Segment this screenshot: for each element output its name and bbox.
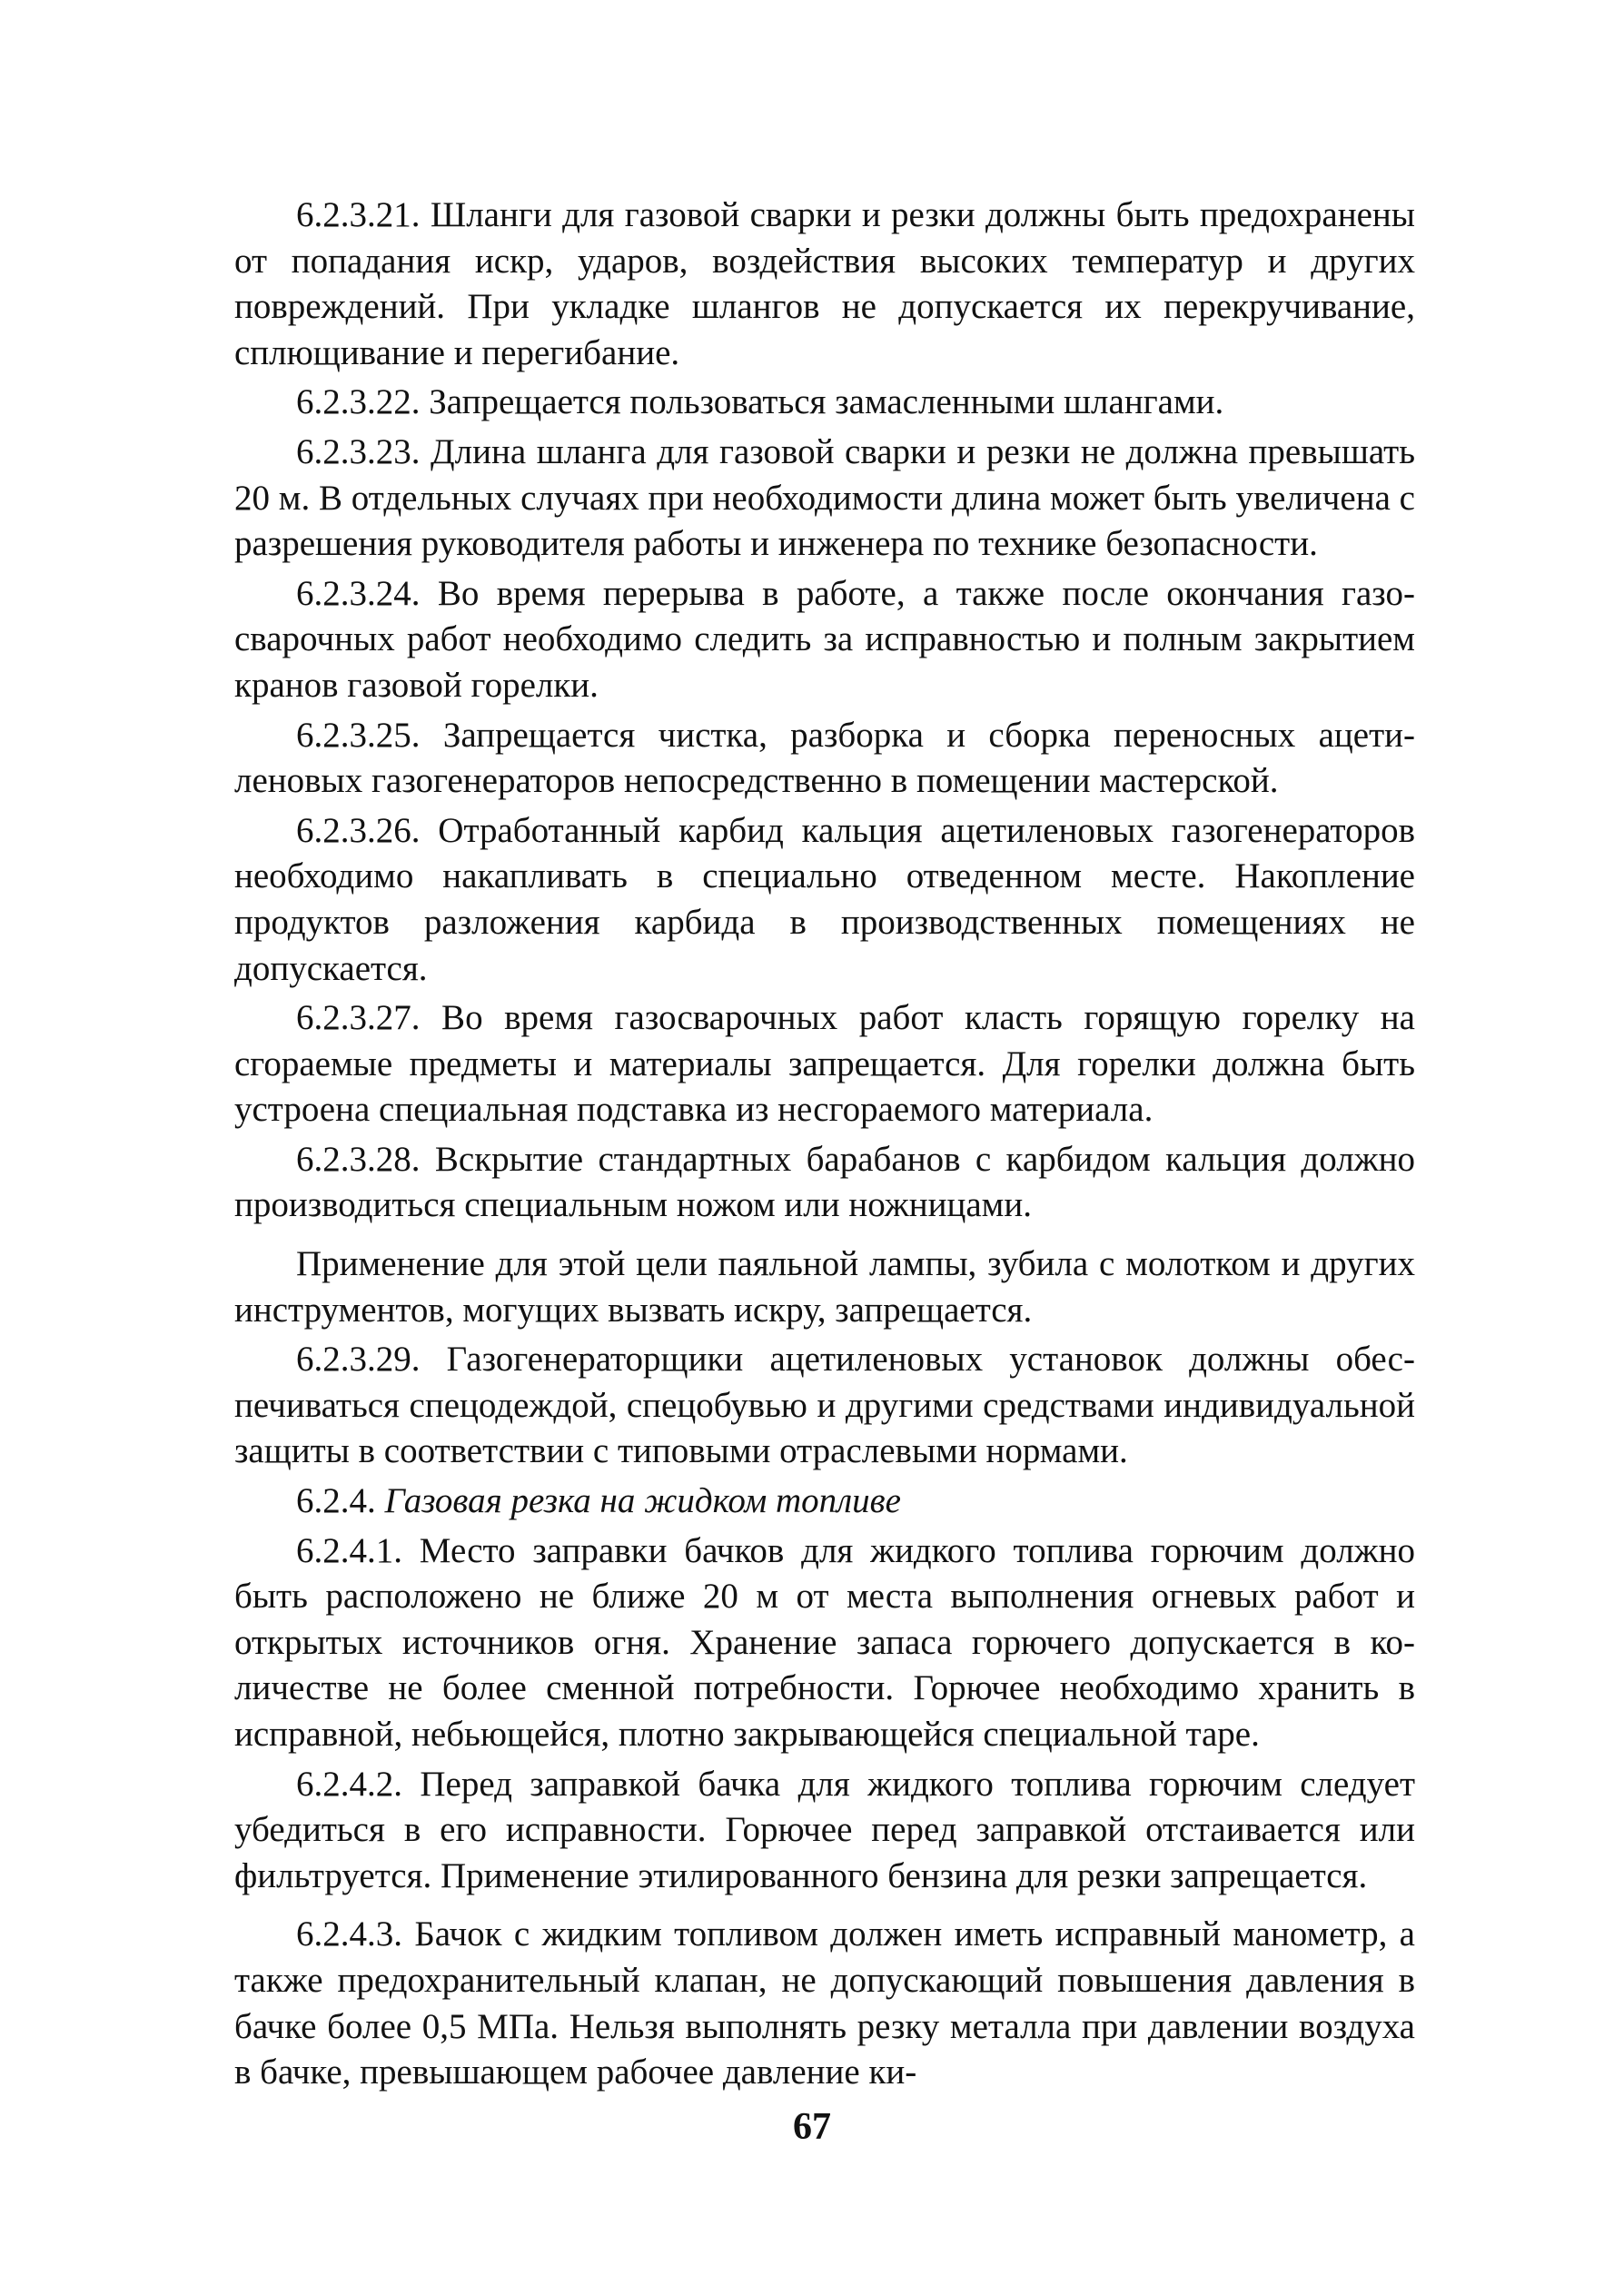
paragraph-tools-prohibition: Применение для этой цели паяльной лампы, зубила с молотком и других инструментов, могущих вызвать искру, запрещается.	[234, 1244, 1415, 1330]
paragraph-6-2-3-27: 6.2.3.27. Во время газосварочных работ класть горящую горелку на сгораемые предметы и материалы запрещается. Для горелки должна быть устроена специальная подставка из несгораемого материала.	[234, 998, 1415, 1130]
section-title: Газовая резка на жидком топливе	[384, 1481, 901, 1521]
paragraph-6-2-3-22: 6.2.3.22. Запрещается пользоваться замасленными шлангами.	[296, 382, 1224, 422]
paragraph-6-2-3-23: 6.2.3.23. Длина шланга для газовой сварки и резки не должна превышать 20 м. В отдельных случаях при необходимости длина может быть увеличена с разрешения руководителя работы и инженера по технике безопасности.	[234, 431, 1415, 564]
section-number: 6.2.4.	[296, 1481, 376, 1521]
paragraph-6-2-3-25: 6.2.3.25. Запрещается чистка, разборка и сборка переносных ацетиленовых газогенераторов непосредственно в помещении мастерской.	[234, 715, 1415, 801]
paragraph-6-2-3-21: 6.2.3.21. Шланги для газовой сварки и резки должны быть предохранены от попадания искр, ударов, воздействия высоких температур и других повреждений. При укладке шлангов не допускается их перекручивание, сплющивание и перегибание.	[234, 195, 1415, 372]
paragraph-6-2-4-2: 6.2.4.2. Перед заправкой бачка для жидкого топлива горючим следует убедиться в его исправности. Горючее перед заправкой отстаивается или фильтруется. Применение этилированного бензина для резки запрещается.	[234, 1764, 1415, 1895]
paragraph-6-2-4-1: 6.2.4.1. Место заправки бачков для жидкого топлива горючим должно быть расположено не ближе 20 м от места выполнения огневых работ и открытых источников огня. Хранение запаса горючего допускается в количестве не более сменной потребности. Горючее необходимо хранить в исправной, небьющейся, плотно закрывающейся специальной таре.	[234, 1530, 1415, 1754]
paragraph-6-2-3-29: 6.2.3.29. Газогенераторщики ацетиленовых установок должны обеспечиваться спецодеждой, спецобувью и другими средствами индивидуальной защиты в соответствии с типовыми отраслевыми нормами.	[234, 1340, 1415, 1471]
page-number: 67	[793, 2106, 831, 2148]
paragraph-6-2-4-3: 6.2.4.3. Бачок с жидким топливом должен иметь исправный манометр, а также предохранительный клапан, не допускающий повышения давления в бачке более 0,5 МПа. Нельзя выполнять резку металла при давлении воздуха в бачке, превышающем рабочее давление ки-	[234, 1914, 1415, 2092]
section-heading	[234, 1479, 1415, 1525]
paragraph-6-2-3-24: 6.2.3.24. Во время перерыва в работе, а также после окончания газосварочных работ необходимо следить за исправностью и полным закрытием кранов газовой горелки.	[234, 573, 1415, 705]
paragraph-6-2-3-26: 6.2.3.26. Отработанный карбид кальция ацетиленовых газогенераторов необходимо накапливать в специально отведенном месте. Накопление продуктов разложения карбида в производственных помещениях не допускается.	[234, 810, 1415, 988]
paragraph-6-2-3-28: 6.2.3.28. Вскрытие стандартных барабанов с карбидом кальция должно производиться специальным ножом или ножницами.	[234, 1139, 1415, 1225]
page-body	[234, 193, 1415, 2096]
